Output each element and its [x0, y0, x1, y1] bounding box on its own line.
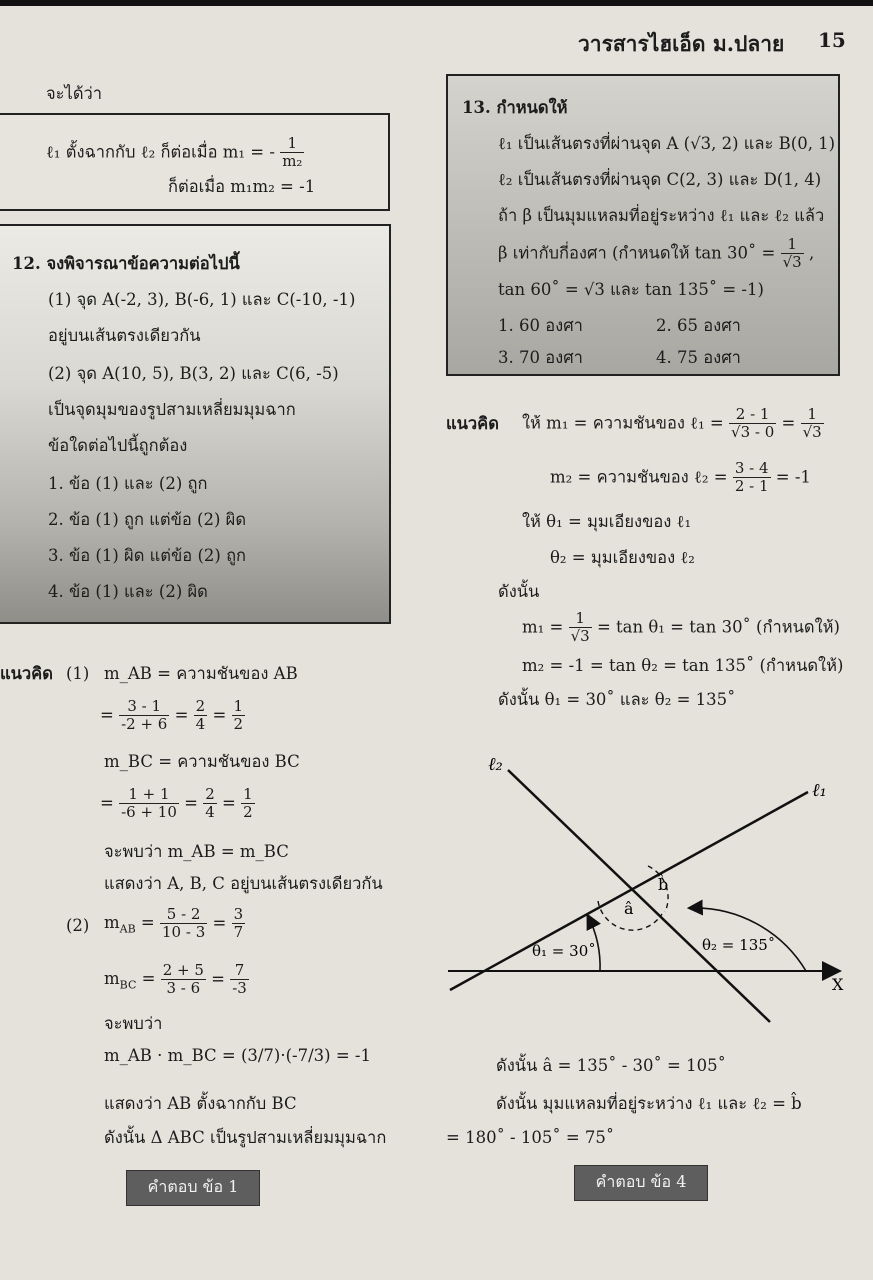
- m2-text: m₂ = ความชันของ ℓ₂ =: [550, 467, 728, 487]
- m1-result: [801, 406, 824, 442]
- collinear-conclusion: แสดงว่า A, B, C อยู่บนเส้นตรงเดียวกัน: [104, 874, 383, 893]
- q13-choice-3: 3. 70 องศา: [498, 348, 583, 367]
- page-number: 15: [818, 28, 846, 52]
- mab-definition: m_AB = ความชันของ AB: [104, 664, 298, 683]
- question-13-box: [446, 74, 840, 376]
- m2-frac-den: 2 - 1: [734, 477, 769, 496]
- q12-statement-1b: อยู่บนเส้นตรงเดียวกัน: [48, 326, 201, 345]
- q13-line-l2: ℓ₂ เป็นเส้นตรงที่ผ่านจุด C(2, 3) และ D(1, 4): [498, 170, 822, 189]
- mbc2-frac-den: 3 - 6: [166, 979, 201, 998]
- q12-statement-1a: (1) จุด A(-2, 3), B(-6, 1) และ C(-10, -1): [48, 290, 356, 309]
- final-answer-calc: = 180˚ - 105˚ = 75˚: [446, 1128, 615, 1147]
- rule-frac-num: 1: [280, 135, 304, 153]
- q13-line-4: [498, 236, 814, 272]
- m1-frac: [729, 406, 776, 442]
- q12-title: 12. จงพิจารณาข้อความต่อไปนี้: [12, 254, 240, 273]
- mbc-frac: [119, 786, 179, 822]
- m1-result-num: 1: [801, 406, 824, 424]
- q12-choice-3: 3. ข้อ (1) ผิด แต่ข้อ (2) ถูก: [48, 546, 247, 565]
- mab-frac: [119, 698, 169, 734]
- m2-calculation: [550, 460, 811, 496]
- mab-half-num: 1: [233, 697, 244, 715]
- mab-calculation: = $\frac{3 - 1}{-2 + 6}$ = $\frac{2}{4}$ = $\frac{1}{2}$: [100, 697, 244, 734]
- mab2-result-num: 3: [233, 905, 244, 923]
- mbc2-result: [230, 962, 249, 998]
- slope-product: m_AB · m_BC = (3/7)·(-7/3) = -1: [104, 1046, 372, 1065]
- q13-tan30-den: √3: [782, 253, 802, 272]
- q12-statement-2a: (2) จุด A(10, 5), B(3, 2) และ C(6, -5): [48, 364, 339, 383]
- answer-badge-q13: คำตอบ ข้อ 4: [574, 1165, 708, 1201]
- mbc-frac-half: [241, 786, 255, 822]
- theta1-definition: ให้ θ₁ = มุมเอียงของ ℓ₁: [522, 512, 692, 531]
- found-equal-slopes: จะพบว่า m_AB = m_BC: [104, 842, 289, 861]
- q12-part-2-label: (2): [66, 916, 90, 935]
- q12-choice-4: 4. ข้อ (1) และ (2) ผิด: [48, 582, 208, 601]
- mbc-half-num: 1: [243, 785, 253, 803]
- m1-frac-den: √3 - 0: [731, 423, 775, 442]
- q12-statement-2b: เป็นจุดมุมของรูปสามเหลี่ยมมุมฉาก: [48, 400, 296, 419]
- therefore-label: ดังนั้น: [498, 582, 540, 601]
- q13-tan30-frac: [781, 236, 804, 272]
- mbc2-result-num: 7: [230, 962, 249, 980]
- diagram-theta1-label: θ₁ = 30˚: [532, 942, 596, 960]
- q13-title: 13. กำหนดให้: [462, 98, 568, 117]
- diagram-theta2-label: θ₂ = 135˚: [702, 936, 776, 954]
- mab2-frac-num: 5 - 2: [160, 906, 207, 924]
- q13-line-4-comma: ,: [808, 243, 815, 263]
- m2-result: = -1: [775, 467, 811, 487]
- mbc-definition: m_BC = ความชันของ BC: [104, 752, 300, 771]
- q13-line-l1: ℓ₁ เป็นเส้นตรงที่ผ่านจุด A (√3, 2) และ B(0, 1): [498, 134, 836, 153]
- rule-line-1-text: ℓ₁ ตั้งฉากกับ ℓ₂ ก็ต่อเมื่อ m₁ = -: [46, 142, 275, 162]
- angles-result: ดังนั้น θ₁ = 30˚ และ θ₂ = 135˚: [498, 690, 736, 709]
- mbc2-frac-num: 2 + 5: [162, 961, 204, 979]
- tan-theta1-line: [522, 610, 840, 646]
- mab2-frac-den: 10 - 3: [162, 923, 206, 942]
- answer-badge-q12: คำตอบ ข้อ 1: [126, 1170, 260, 1206]
- rule-frac-den: m₂: [282, 152, 303, 171]
- mbc-frac-2-num: 2: [205, 785, 215, 803]
- lines-diagram: [440, 740, 860, 1040]
- rule-fraction: [280, 135, 304, 171]
- top-border: [0, 0, 873, 6]
- line-l2: [508, 770, 770, 1022]
- m1-calculation: ให้ m₁ = ความชันของ ℓ₁ = $\frac{2 - 1}{√3 - 0}$ = $\frac{1}{√3}$: [522, 405, 822, 442]
- mab2-result: [232, 906, 246, 942]
- mab-half-den: 2: [233, 715, 244, 734]
- rule-line-1: [46, 135, 304, 171]
- tan1-frac: [569, 610, 592, 646]
- m1-text: ให้ m₁ = ความชันของ ℓ₁ =: [522, 413, 724, 433]
- q12-solution-label: แนวคิด: [0, 664, 53, 683]
- found-label: จะพบว่า: [104, 1014, 163, 1033]
- perpendicular-rule-box: [0, 113, 390, 211]
- q12-choice-2: 2. ข้อ (1) ถูก แต่ข้อ (2) ผิด: [48, 510, 247, 529]
- diagram-l2-label: ℓ₂: [488, 754, 503, 775]
- mab-frac-2-num: 2: [195, 697, 206, 715]
- mab2-calculation: $m_{AB}$ = $\frac{5 - 2}{10 - 3}$ = $\frac{3}{7}$: [104, 905, 244, 942]
- question-12-box: [0, 224, 391, 624]
- magazine-title: วารสารไฮเอ็ด ม.ปลาย: [578, 31, 785, 56]
- q13-line-5: tan 60˚ = √3 และ tan 135˚ = -1): [498, 280, 764, 299]
- mbc-frac-2-den: 4: [205, 803, 215, 822]
- right-triangle-conclusion: ดังนั้น Δ ABC เป็นรูปสามเหลี่ยมมุมฉาก: [104, 1128, 387, 1147]
- diagram-b-label: b̂: [658, 875, 669, 894]
- q12-part-1-label: (1): [66, 664, 90, 683]
- m1-frac-num: 2 - 1: [729, 406, 776, 424]
- mab2-result-den: 7: [233, 923, 244, 942]
- perpendicular-conclusion: แสดงว่า AB ตั้งฉากกับ BC: [104, 1094, 297, 1113]
- mbc2-result-den: -3: [232, 979, 247, 998]
- mbc-calculation: = $\frac{1 + 1}{-6 + 10}$ = $\frac{2}{4}$ = $\frac{1}{2}$: [100, 785, 253, 822]
- rule-line-2: ก็ต่อเมื่อ m₁m₂ = -1: [168, 177, 316, 196]
- line-l1: [450, 792, 808, 990]
- tan-theta2-line: m₂ = -1 = tan θ₂ = tan 135˚ (กำหนดให้): [522, 656, 844, 675]
- mab-frac-2-den: 4: [195, 715, 206, 734]
- b-hat-statement: ดังนั้น มุมแหลมที่อยู่ระหว่าง ℓ₁ และ ℓ₂ = b̂: [496, 1094, 802, 1113]
- tan1-frac-num: 1: [569, 610, 592, 628]
- tan1-frac-den: √3: [570, 627, 590, 646]
- q13-choice-2: 2. 65 องศา: [656, 316, 741, 335]
- intro-text: จะได้ว่า: [46, 84, 103, 103]
- m2-frac-num: 3 - 4: [734, 459, 769, 477]
- mbc-frac-2: [203, 786, 217, 822]
- mbc-half-den: 2: [243, 803, 253, 822]
- q12-choice-1: 1. ข้อ (1) และ (2) ถูก: [48, 474, 208, 493]
- mbc-frac-den: -6 + 10: [121, 803, 177, 822]
- a-hat-result: ดังนั้น â = 135˚ - 30˚ = 105˚: [496, 1056, 726, 1075]
- mbc-frac-num: 1 + 1: [119, 786, 179, 804]
- q13-solution-label: แนวคิด: [446, 414, 499, 433]
- q13-line-3: ถ้า β เป็นมุมแหลมที่อยู่ระหว่าง ℓ₁ และ ℓ₂ แล้ว: [498, 206, 825, 225]
- tan1-suffix: = tan θ₁ = tan 30˚ (กำหนดให้): [596, 617, 840, 637]
- q12-question: ข้อใดต่อไปนี้ถูกต้อง: [48, 436, 188, 455]
- mab-frac-half: [232, 698, 246, 734]
- theta2-definition: θ₂ = มุมเอียงของ ℓ₂: [550, 548, 695, 567]
- diagram-x-label: X: [832, 975, 844, 994]
- q13-tan30-num: 1: [781, 236, 804, 254]
- mab2-frac: [160, 906, 207, 942]
- m1-result-den: √3: [802, 423, 822, 442]
- mbc2-frac: [161, 962, 206, 998]
- q13-line-4-text: β เท่ากับกี่องศา (กำหนดให้ tan 30˚ =: [498, 243, 776, 263]
- mab-frac-den: -2 + 6: [121, 715, 168, 734]
- diagram-a-label: â: [624, 899, 634, 918]
- mbc2-calculation: $m_{BC}$ = $\frac{2 + 5}{3 - 6}$ = $\frac{7}{-3}$: [104, 961, 247, 998]
- mab-frac-num: 3 - 1: [119, 698, 169, 716]
- m2-frac: [733, 460, 771, 496]
- mab-frac-2: [194, 698, 208, 734]
- q13-choice-1: 1. 60 องศา: [498, 316, 583, 335]
- tan1-prefix: m₁ =: [522, 617, 564, 637]
- q13-choice-4: 4. 75 องศา: [656, 348, 741, 367]
- diagram-l1-label: ℓ₁: [812, 780, 827, 801]
